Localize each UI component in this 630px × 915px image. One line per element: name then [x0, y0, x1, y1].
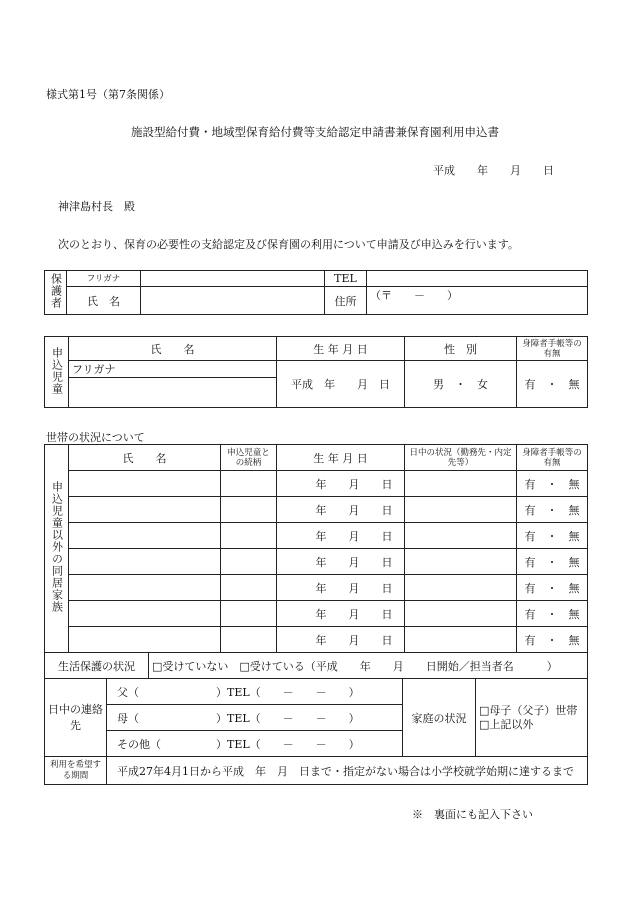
- member-daytime-field[interactable]: [405, 497, 517, 523]
- member-birth-field[interactable]: 年 月 日: [277, 601, 405, 627]
- guardian-name-label: 氏 名: [67, 287, 141, 315]
- member-name-field[interactable]: [69, 471, 221, 497]
- child-birth-header: 生 年 月 日: [277, 337, 405, 361]
- child-birth-field[interactable]: 平成 年 月 日: [277, 361, 405, 408]
- member-disability-field[interactable]: 有 ・ 無: [517, 575, 588, 601]
- member-name-field[interactable]: [69, 601, 221, 627]
- child-label: 申込児童: [50, 346, 64, 395]
- table-row: [45, 471, 588, 497]
- member-relation-field[interactable]: [221, 601, 277, 627]
- date-line: 平成 年 月 日: [433, 164, 554, 177]
- table-row: [45, 549, 588, 575]
- footer-note: ※ 裏面にも記入下さい: [412, 808, 533, 821]
- member-relation-field[interactable]: [221, 497, 277, 523]
- child-name-field[interactable]: [69, 378, 277, 408]
- member-name-field[interactable]: [69, 497, 221, 523]
- welfare-table: [44, 652, 588, 679]
- household-daytime-header: 日中の状況（勤務先・内定先等）: [405, 445, 517, 471]
- guardian-postal: （〒 － ）: [370, 289, 458, 302]
- member-disability-field[interactable]: 有 ・ 無: [517, 601, 588, 627]
- guardian-label: 保護者: [49, 273, 63, 309]
- table-row: [45, 523, 588, 549]
- child-sex-field[interactable]: 男 ・ 女: [405, 361, 517, 408]
- member-name-field[interactable]: [69, 523, 221, 549]
- table-row: [45, 627, 588, 653]
- guardian-name-field[interactable]: [141, 287, 325, 315]
- member-relation-field[interactable]: [221, 523, 277, 549]
- family-status-label: 家庭の状況: [403, 679, 476, 757]
- guardian-address-field[interactable]: [367, 287, 588, 315]
- page-title: 施設型給付費・地域型保育給付費等支給認定申請書兼保育園利用申込書: [131, 125, 499, 139]
- family-option-single-parent[interactable]: □母子（父子）世帯: [479, 703, 578, 717]
- member-birth-field[interactable]: 年 月 日: [277, 471, 405, 497]
- child-disability-header: 身障者手帳等の有無: [517, 337, 588, 361]
- period-label: 利用を希望する期間: [45, 757, 107, 785]
- table-row: [45, 575, 588, 601]
- child-disability-field[interactable]: 有 ・ 無: [517, 361, 588, 408]
- welfare-field[interactable]: □受けていない □受けている（平成 年 月 日開始／担当者名 ）: [149, 653, 588, 679]
- member-relation-field[interactable]: [221, 627, 277, 653]
- contact-father-field[interactable]: 父（ ）TEL（ － － ）: [107, 679, 403, 705]
- table-row: [45, 497, 588, 523]
- household-relation-header: 申込児童との続柄: [221, 445, 277, 471]
- member-birth-field[interactable]: 年 月 日: [277, 549, 405, 575]
- member-birth-field[interactable]: 年 月 日: [277, 497, 405, 523]
- guardian-table: [44, 270, 588, 315]
- contact-table: [44, 678, 588, 757]
- household-label: 申込児童以外の同居家族: [50, 481, 64, 613]
- contact-other-field[interactable]: その他（ ）TEL（ － － ）: [107, 731, 403, 757]
- member-disability-field[interactable]: 有 ・ 無: [517, 627, 588, 653]
- member-daytime-field[interactable]: [405, 575, 517, 601]
- member-relation-field[interactable]: [221, 471, 277, 497]
- child-sex-header: 性 別: [405, 337, 517, 361]
- member-name-field[interactable]: [69, 575, 221, 601]
- member-daytime-field[interactable]: [405, 627, 517, 653]
- household-birth-header: 生 年 月 日: [277, 445, 405, 471]
- member-relation-field[interactable]: [221, 575, 277, 601]
- guardian-tel-field[interactable]: [367, 271, 588, 287]
- member-name-field[interactable]: [69, 627, 221, 653]
- form-number: 様式第1号（第7条関係）: [46, 88, 170, 101]
- contact-mother-field[interactable]: 母（ ）TEL（ － － ）: [107, 705, 403, 731]
- welfare-label: 生活保護の状況: [45, 653, 149, 679]
- household-disability-header: 身障者手帳等の有無: [517, 445, 588, 471]
- contact-label: 日中の連絡先: [45, 679, 107, 757]
- member-disability-field[interactable]: 有 ・ 無: [517, 523, 588, 549]
- member-birth-field[interactable]: 年 月 日: [277, 575, 405, 601]
- period-field[interactable]: 平成27年4月1日から平成 年 月 日まで・指定がない場合は小学校就学始期に達するまで: [107, 757, 588, 785]
- child-name-header: 氏 名: [69, 337, 277, 361]
- guardian-tel-label: TEL: [325, 271, 367, 287]
- household-heading: 世帯の状況について: [46, 431, 145, 444]
- period-table: [44, 756, 588, 785]
- guardian-furigana-label: フリガナ: [67, 271, 141, 287]
- member-name-field[interactable]: [69, 549, 221, 575]
- child-table: [44, 336, 588, 408]
- member-disability-field[interactable]: 有 ・ 無: [517, 497, 588, 523]
- intro-text: 次のとおり、保育の必要性の支給認定及び保育園の利用について申請及び申込みを行います。: [58, 238, 519, 251]
- child-furigana-field[interactable]: [69, 361, 277, 378]
- family-option-other[interactable]: □上記以外: [479, 717, 534, 731]
- household-table: [44, 444, 588, 653]
- table-row: [45, 601, 588, 627]
- member-relation-field[interactable]: [221, 549, 277, 575]
- member-daytime-field[interactable]: [405, 471, 517, 497]
- member-disability-field[interactable]: 有 ・ 無: [517, 549, 588, 575]
- guardian-furigana-field[interactable]: [141, 271, 325, 287]
- family-status-field[interactable]: [476, 679, 588, 757]
- child-furigana-label: フリガナ: [72, 363, 116, 376]
- addressee: 神津島村長 殿: [58, 200, 135, 213]
- member-birth-field[interactable]: 年 月 日: [277, 627, 405, 653]
- guardian-address-label: 住所: [325, 287, 367, 315]
- member-daytime-field[interactable]: [405, 523, 517, 549]
- member-disability-field[interactable]: 有 ・ 無: [517, 471, 588, 497]
- member-daytime-field[interactable]: [405, 601, 517, 627]
- member-birth-field[interactable]: 年 月 日: [277, 523, 405, 549]
- member-daytime-field[interactable]: [405, 549, 517, 575]
- household-name-header: 氏 名: [69, 445, 221, 471]
